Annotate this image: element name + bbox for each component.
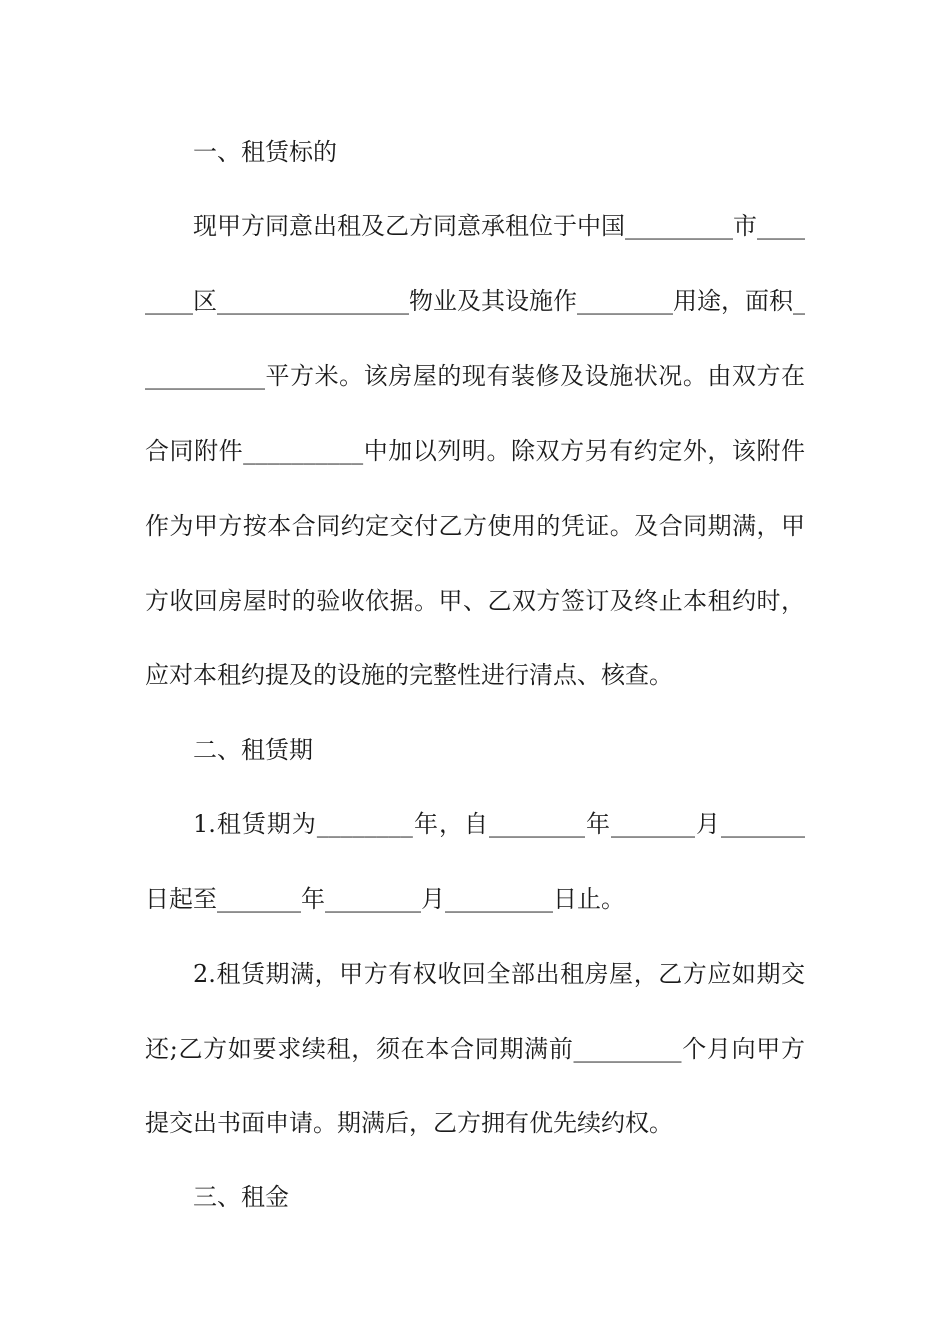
- paragraph-line: 还;乙方如要求续租，须在本合同期满前_________个月向甲方: [145, 1035, 805, 1063]
- paragraph-line: 现甲方同意出租及乙方同意承租位于中国_________市____: [193, 212, 805, 240]
- paragraph-line: 作为甲方按本合同约定交付乙方使用的凭证。及合同期满，甲: [145, 512, 805, 540]
- section-heading-lease-object: 一、租赁标的: [193, 138, 337, 166]
- section-heading-lease-term: 二、租赁期: [193, 736, 313, 764]
- paragraph-line: 日起至_______年________月_________日止。: [145, 885, 625, 913]
- paragraph-line: 方收回房屋时的验收依据。甲、乙双方签订及终止本租约时，: [145, 587, 805, 615]
- paragraph-line: ____区________________物业及其设施作________用途，面积_: [145, 287, 805, 315]
- paragraph-line: 1.租赁期为________年，自________年_______月_______: [193, 810, 805, 838]
- paragraph-line: 应对本租约提及的设施的完整性进行清点、核查。: [145, 661, 673, 689]
- paragraph-line: __________平方米。该房屋的现有装修及设施状况。由双方在: [145, 362, 805, 390]
- paragraph-line: 2.租赁期满，甲方有权收回全部出租房屋，乙方应如期交: [193, 960, 805, 988]
- section-heading-rent: 三、租金: [193, 1183, 289, 1211]
- paragraph-line: 合同附件__________中加以列明。除双方另有约定外，该附件: [145, 437, 805, 465]
- paragraph-line: 提交出书面申请。期满后，乙方拥有优先续约权。: [145, 1109, 673, 1137]
